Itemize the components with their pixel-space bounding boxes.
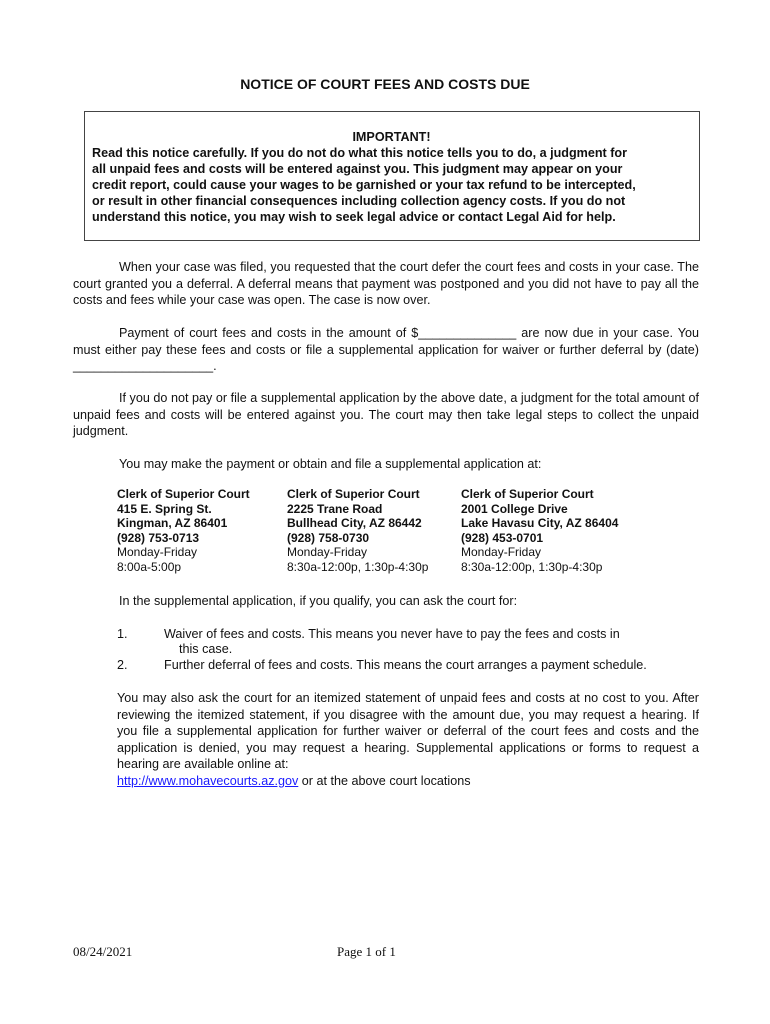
important-line: or result in other financial consequences including collection agency costs. If you do not [92, 194, 626, 208]
office-street: 2001 College Drive [461, 501, 568, 516]
office-name: Clerk of Superior Court [117, 487, 250, 501]
office-hours: 8:00a-5:00p [117, 559, 182, 574]
office-kingman [117, 487, 307, 574]
mohave-courts-link[interactable]: http://www.mohavecourts.az.gov [117, 773, 299, 788]
office-city: Bullhead City, AZ 86442 [287, 516, 422, 530]
important-line: understand this notice, you may wish to seek legal advice or contact Legal Aid for help. [92, 210, 616, 224]
paragraph-itemized-statement: You may also ask the court for an itemized statement of unpaid fees and costs at no cost to you. After reviewing the itemized statement, if you disagree with the amount due, you may request a hearing. If you file a supplemental application for further waiver or deferral of the court fees and costs and the application is denied, you may request a hearing. Supplemental applications or forms to request a hearing are available online at: http://www.mohavecourts.az.gov or at the above court locations [117, 691, 699, 788]
paragraph-deferral: When your case was filed, you requested that the court defer the court fees and costs in your case. The court granted you a deferral. A deferral means that payment was postponed and you did not have to pay all the costs and fees while your case was open. The case is now over. [73, 260, 699, 307]
paragraph-payment-locations: You may make the payment or obtain and file a supplemental application at: [119, 457, 542, 471]
office-city: Lake Havasu City, AZ 86404 [461, 516, 619, 530]
office-name: Clerk of Superior Court [461, 487, 594, 501]
office-phone: (928) 453-0701 [461, 530, 544, 545]
office-hours: 8:30a-12:00p, 1:30p-4:30p [287, 559, 429, 574]
important-heading: IMPORTANT! [352, 130, 431, 144]
important-notice-box [84, 111, 700, 241]
list-text: Further deferral of fees and costs. This means the court arranges a payment schedule. [164, 658, 647, 672]
list-text: Waiver of fees and costs. This means you never have to pay the fees and costs in this case. [164, 627, 620, 656]
footer-page-number: Page 1 of 1 [337, 944, 396, 959]
office-days: Monday-Friday [287, 545, 368, 559]
document-title: NOTICE OF COURT FEES AND COSTS DUE [240, 76, 530, 92]
office-hours: 8:30a-12:00p, 1:30p-4:30p [461, 559, 603, 574]
important-line: Read this notice carefully. If you do not do what this notice tells you to do, a judgment for [92, 146, 628, 160]
footer-date: 08/24/2021 [73, 944, 133, 959]
office-days: Monday-Friday [117, 545, 198, 559]
office-phone: (928) 753-0713 [117, 530, 200, 545]
office-days: Monday-Friday [461, 545, 542, 559]
paragraph-payment-due: Payment of court fees and costs in the amount of $______________ are now due in your case. You must either pay these fees and costs or file a supplemental application for waiver or further deferral by (date) ____________________. [73, 326, 699, 373]
office-phone: (928) 758-0730 [287, 530, 370, 545]
office-bullhead-city [287, 487, 477, 574]
paragraph-judgment-warning: If you do not pay or file a supplemental application by the above date, a judgment for the total amount of unpaid fees and costs will be entered against you. The court may then take legal steps to collect the unpaid judgment. [73, 391, 699, 438]
important-line: credit report, could cause your wages to be garnished or your tax refund to be intercepted, [92, 178, 636, 192]
list-number: 1. [117, 627, 128, 641]
important-line: all unpaid fees and costs will be entered against you. This judgment may appear on your [92, 162, 623, 176]
office-street: 2225 Trane Road [287, 501, 383, 516]
office-street: 415 E. Spring St. [117, 501, 212, 516]
office-name: Clerk of Superior Court [287, 487, 420, 501]
office-city: Kingman, AZ 86401 [117, 516, 228, 530]
paragraph-supplemental-intro: In the supplemental application, if you qualify, you can ask the court for: [119, 594, 518, 608]
list-number: 2. [117, 658, 128, 672]
office-lake-havasu [461, 487, 651, 574]
